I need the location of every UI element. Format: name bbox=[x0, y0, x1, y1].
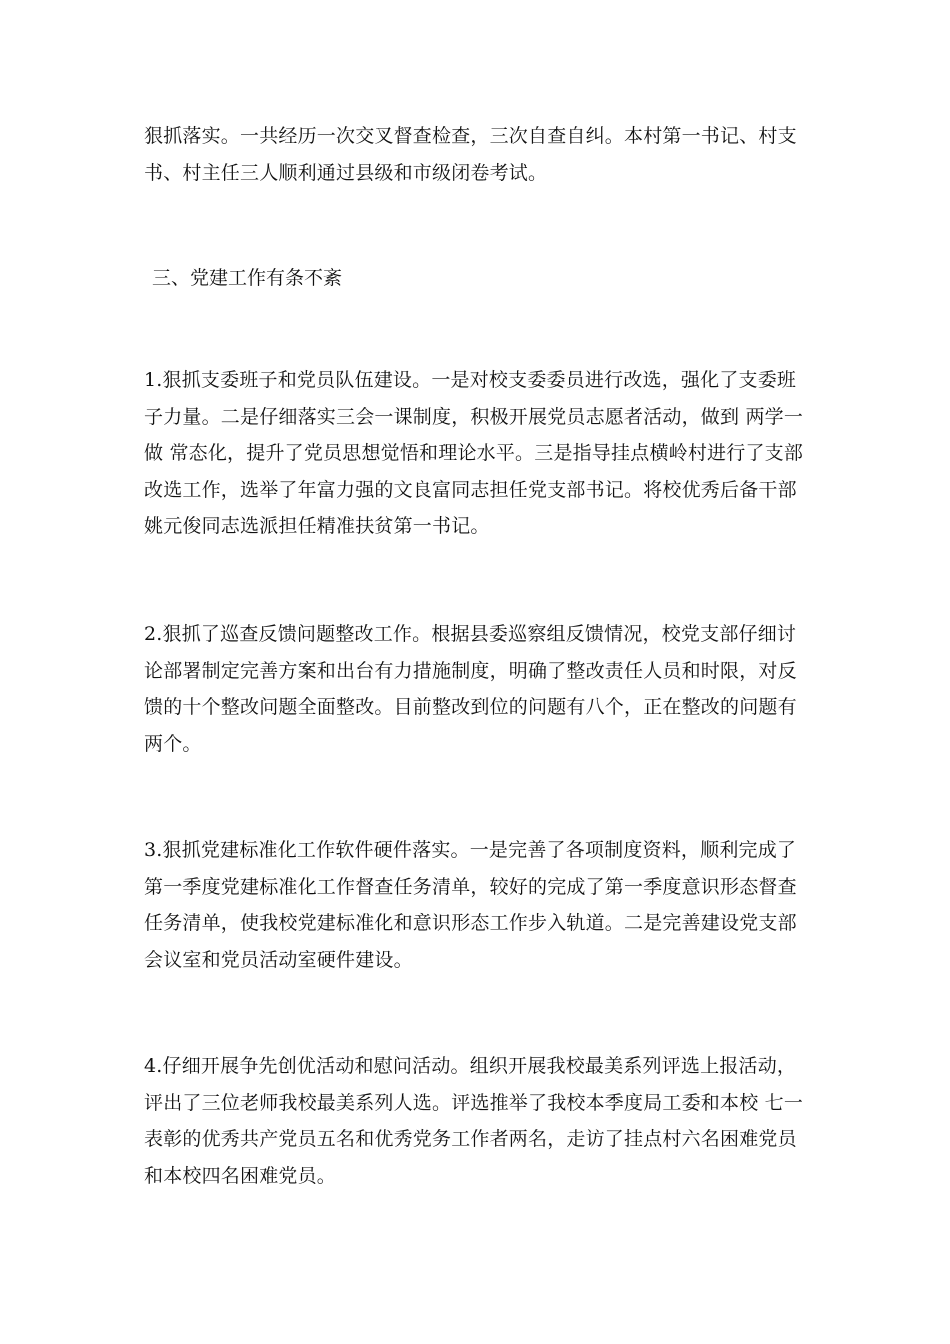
text-line: 论部署制定完善方案和出台有力措施制度，明确了整改责任人员和时限，对反 bbox=[144, 659, 797, 682]
intro-paragraph bbox=[144, 118, 808, 191]
item-paragraph-4 bbox=[144, 1048, 808, 1194]
text-line: 子力量。二是仔细落实三会一课制度，积极开展党员志愿者活动，做到 两学一 bbox=[144, 405, 804, 428]
text-line: 2.狠抓了巡查反馈问题整改工作。根据县委巡察组反馈情况，校党支部仔细讨 bbox=[144, 623, 797, 645]
text-line: 3.狠抓党建标准化工作软件硬件落实。一是完善了各项制度资料，顺利完成了 bbox=[144, 839, 797, 861]
text-line: 做 常态化，提升了党员思想觉悟和理论水平。三是指导挂点横岭村进行了支部 bbox=[144, 442, 804, 464]
text-line: 馈的十个整改问题全面整改。目前整改到位的问题有八个，正在整改的问题有 bbox=[144, 696, 797, 718]
text-line: 4.仔细开展争先创优活动和慰问活动。组织开展我校最美系列评选上报活动， bbox=[144, 1055, 797, 1077]
text-line: 改选工作，选举了年富力强的文良富同志担任党支部书记。将校优秀后备干部 bbox=[144, 478, 797, 501]
text-line: 第一季度党建标准化工作督查任务清单，较好的完成了第一季度意识形态督查 bbox=[144, 875, 797, 898]
text-line: 和本校四名困难党员。 bbox=[144, 1164, 337, 1187]
text-line: 任务清单，使我校党建标准化和意识形态工作步入轨道。二是完善建设党支部 bbox=[144, 912, 797, 934]
text-line: 会议室和党员活动室硬件建设。 bbox=[144, 948, 413, 971]
item-paragraph-2 bbox=[144, 616, 808, 762]
text-line: 两个。 bbox=[144, 732, 202, 755]
text-line: 表彰的优秀共产党员五名和优秀党务工作者两名，走访了挂点村六名困难党员 bbox=[144, 1128, 797, 1150]
text-line: 书、村主任三人顺利通过县级和市级闭卷考试。 bbox=[144, 161, 548, 184]
item-paragraph-1 bbox=[144, 362, 808, 545]
text-line: 评出了三位老师我校最美系列人选。评选推举了我校本季度局工委和本校 七一 bbox=[144, 1091, 804, 1114]
section-heading: 三、党建工作有条不紊 bbox=[152, 267, 343, 289]
text-line: 1.狠抓支委班子和党员队伍建设。一是对校支委委员进行改选，强化了支委班 bbox=[144, 369, 797, 391]
text-line: 姚元俊同志选派担任精准扶贫第一书记。 bbox=[144, 515, 490, 537]
text-line: 狠抓落实。一共经历一次交叉督查检查，三次自查自纠。本村第一书记、村支 bbox=[144, 125, 797, 147]
item-paragraph-3 bbox=[144, 832, 808, 978]
